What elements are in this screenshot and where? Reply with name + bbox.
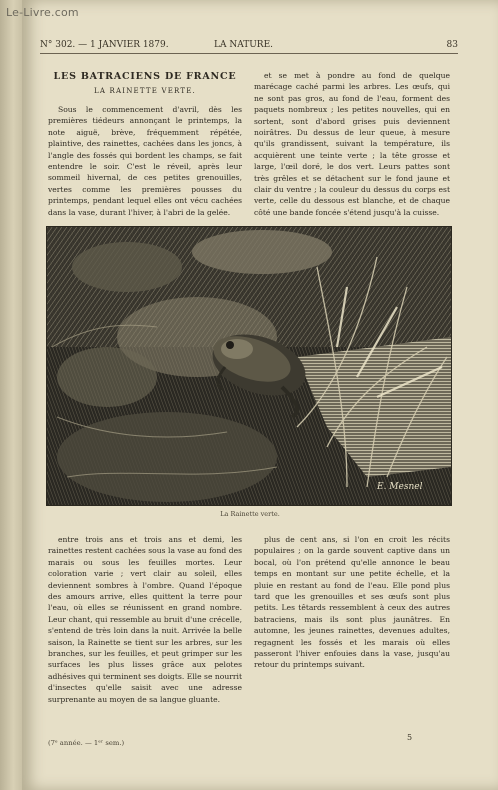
page-number: 83 (446, 40, 458, 50)
issue-date: N° 302. — 1 JANVIER 1879. (40, 40, 169, 50)
column-left-top (48, 70, 242, 220)
column-left-bottom (48, 534, 242, 728)
engraving-illustration (46, 226, 452, 506)
paragraph: entre trois ans et trois ans et demi, les rainettes restent cachées sous la vase au fond des marais ou sous les feuilles mortes. Leur coloration varie ; vert clair au soleil, elles deviennent sombres à l'ombre. Quand l'époque des amours arrive, elles quittent la terre pour l'eau, où elles se réunissent en grand nombre. Leur chant, qui ressemble au bruit d'une crécelle, s'entend de très loin dans la nuit. Arrivée la belle saison, la Rainette se tient sur les arbres, sur les branches, sur les feuilles, et peut grimper sur les surfaces les plus lisses grâce aux pelotes adhésives qui terminent ses doigts. Elle se nourrit d'insectes qu'elle saisit avec une adresse surprenante au moyen de sa langue gluante. (48, 535, 242, 704)
paragraph: Sous le commencement d'avril, dès les premières tiédeurs annonçant le printemps, la note aiguë, brève, fréquemment répétée, plaintive, des rainettes, cachées dans les joncs, à l'angle des fossés qui bordent les champs, se fait entendre le soir. C'est le réveil, après leur sommeil hivernal, de ces petites grenouilles, vertes comme les premières pousses du printemps, pendant lequel elles ont vécu cachées dans la vase, durant l'hiver, à l'abri de la gelée. (48, 105, 242, 217)
article-title: LES BATRACIENS DE FRANCE (53, 71, 237, 82)
journal-title: LA NATURE. (214, 40, 274, 50)
article-subtitle: LA RAINETTE VERTE. (94, 87, 196, 95)
frog-engraving (47, 227, 451, 505)
running-head (40, 40, 458, 52)
column-right-bottom (254, 534, 450, 728)
footer-issue: (7ᵉ année. — 1ᵉʳ sem.) (48, 739, 125, 747)
figure-caption: La Rainette verte. (220, 510, 280, 518)
paragraph: et se met à pondre au fond de quelque marécage caché parmi les arbres. Les œufs, qui ne sont pas gros, au fond de l'eau, forment des paquets nombreux ; les petites nouvelles, qui en sortent, sont d'abord grises puis deviennent noirâtres. Du dessus de leur queue, à mesure qu'ils grandissent, suivant la température, ils acquièrent une teinte verte ; la tête grosse et large, l'œil doré, le dos vert. Leurs pattes sont très grêles et se détachent sur le fond jaune et clair du ventre ; la couleur du dessus du corps est verte, celle du dessous est blanche, et de chaque côté une bande foncée s'étend jusqu'à la cuisse. (254, 71, 450, 217)
book-spine (0, 0, 22, 790)
watermark: Le-Livre.com (6, 6, 79, 19)
header-rule (40, 53, 458, 54)
signature-mark: 5 (407, 733, 413, 742)
paragraph: plus de cent ans, si l'on en croit les récits populaires ; on la garde souvent captive dans un bocal, où l'on prétend qu'elle annonce le beau temps en montant sur une petite échelle, et la pluie en restant au fond de l'eau. Elle pond plus tard que les grenouilles et ses œufs sont plus petits. Les têtards ressemblent à ceux des autres batraciens, mais ils sont plus jaunâtres. En automne, les jeunes rainettes, devenues adultes, regagnent les fossés et les marais où elles passeront l'hiver enfouies dans la vase, jusqu'au retour du printemps suivant. (254, 535, 450, 670)
artist-signature: E. Mesnel (377, 482, 423, 492)
column-right-top (254, 70, 450, 220)
